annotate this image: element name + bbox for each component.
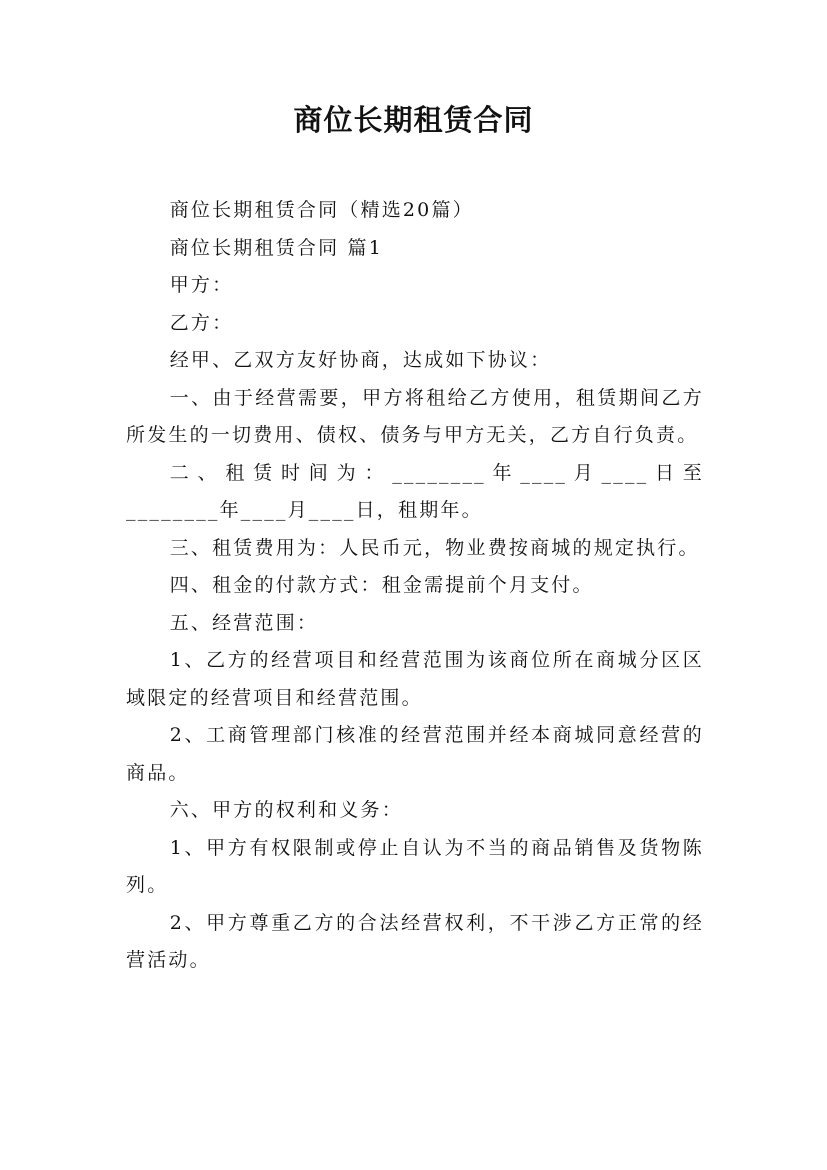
clause-5-heading: 五、经营范围：	[169, 611, 319, 634]
clause-6-item-2: 2、甲方尊重乙方的合法经营权利，不干涉乙方正常的经营活动。	[126, 911, 704, 971]
clause-2-lease-term: 二、租赁时间为：________年____月____日至________年____月____日，租期年。	[126, 461, 704, 521]
clause-6-item-1: 1、甲方有权限制或停止自认为不当的商品销售及货物陈列。	[126, 836, 704, 896]
section-heading: 商位长期租赁合同 篇1	[169, 236, 384, 259]
agreement-intro: 经甲、乙双方友好协商，达成如下协议：	[169, 349, 552, 371]
clause-5-item-2: 2、工商管理部门核准的经营范围并经本商城同意经营的商品。	[126, 724, 704, 784]
clause-4-payment: 四、租金的付款方式：租金需提前个月支付。	[169, 574, 594, 596]
clause-5-item-1: 1、乙方的经营项目和经营范围为该商位所在商城分区区域限定的经营项目和经营范围。	[126, 649, 704, 709]
document-body	[126, 192, 704, 980]
clause-3-rent: 三、租赁费用为：人民币元，物业费按商城的规定执行。	[169, 536, 700, 559]
subtitle-paragraph: 商位长期租赁合同（精选20篇）	[169, 199, 474, 221]
party-b-line: 乙方：	[169, 311, 234, 334]
document-title: 商位长期租赁合同	[293, 103, 534, 137]
party-a-line: 甲方：	[169, 274, 234, 296]
clause-1: 一、由于经营需要，甲方将租给乙方使用，租赁期间乙方所发生的一切费用、债权、债务与甲方无关，乙方自行负责。	[126, 386, 704, 446]
clause-6-heading: 六、甲方的权利和义务：	[169, 799, 403, 821]
